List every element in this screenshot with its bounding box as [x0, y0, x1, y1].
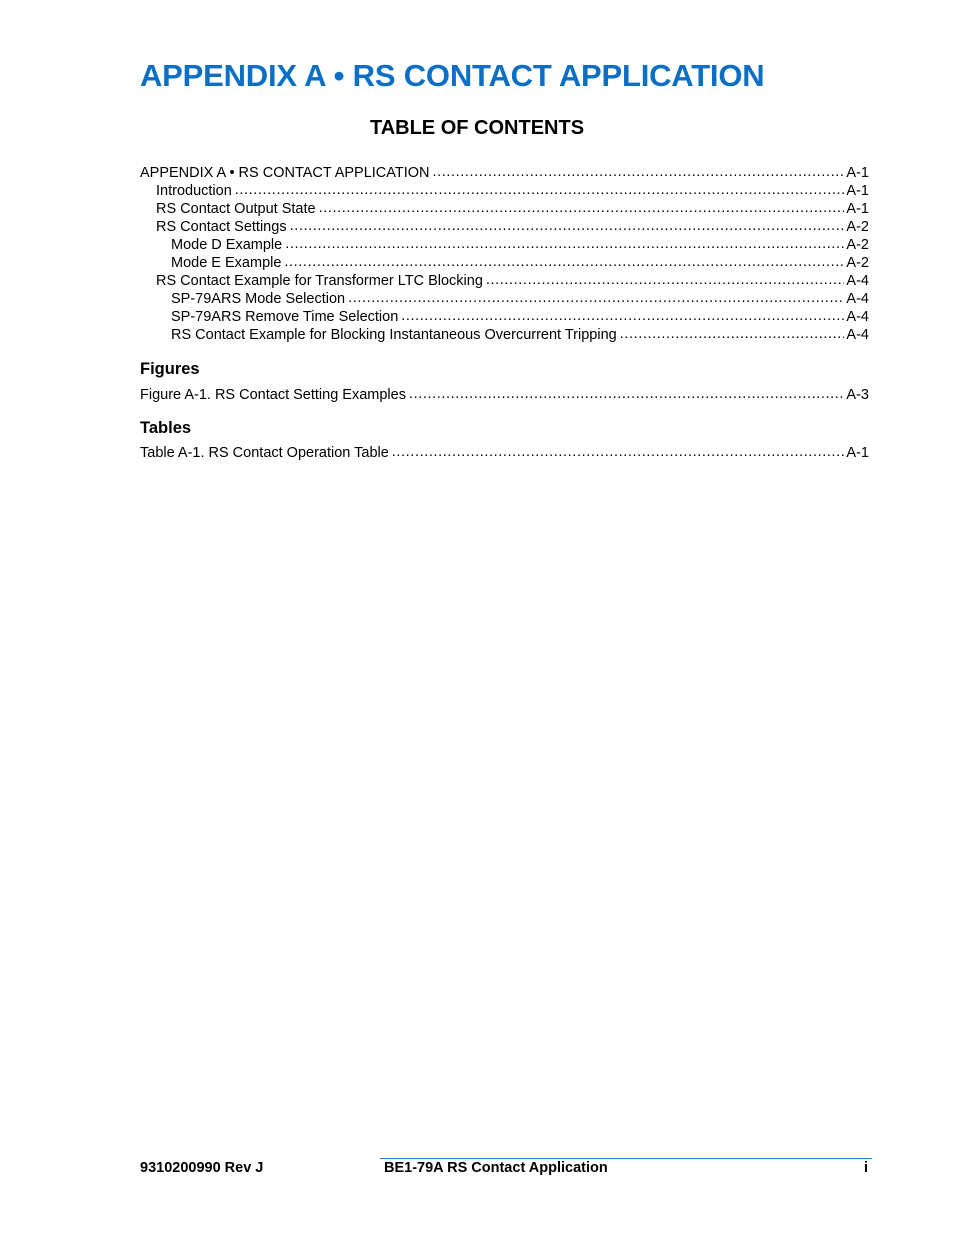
toc-entry[interactable] — [140, 218, 869, 236]
toc-entry-page: A-4 — [846, 273, 869, 289]
toc-entry-page: A-2 — [846, 237, 869, 253]
footer-doc-number: 9310200990 Rev J — [140, 1160, 264, 1176]
toc-entry-text: Mode E Example — [171, 255, 282, 271]
toc-entry-page: A-1 — [846, 183, 869, 199]
toc-entry-text: RS Contact Example for Blocking Instantaneous Overcurrent Tripping — [171, 327, 617, 343]
dot-leader — [392, 443, 845, 461]
toc-entry[interactable] — [140, 236, 869, 254]
toc-entry[interactable] — [140, 200, 869, 218]
tables-heading: Tables — [140, 419, 192, 437]
dot-leader — [486, 271, 845, 289]
toc-entry[interactable] — [140, 164, 869, 182]
figure-entry-text: Figure A-1. RS Contact Setting Examples — [140, 387, 406, 403]
toc-entry-page: A-4 — [846, 327, 869, 343]
figures-list — [140, 386, 869, 404]
figures-heading: Figures — [140, 360, 200, 378]
dot-leader — [433, 163, 845, 181]
dot-leader — [409, 385, 844, 403]
dot-leader — [290, 217, 845, 235]
toc-entry[interactable] — [140, 326, 869, 344]
toc-entry-text: SP-79ARS Mode Selection — [171, 291, 346, 307]
toc-entry-text: RS Contact Settings — [156, 219, 287, 235]
figure-entry[interactable] — [140, 386, 869, 404]
tables-list — [140, 444, 869, 462]
page-heading: APPENDIX A • RS CONTACT APPLICATION — [140, 58, 765, 93]
toc-entry[interactable] — [140, 272, 869, 290]
dot-leader — [319, 199, 845, 217]
toc-entry-page: A-2 — [846, 255, 869, 271]
toc-title: TABLE OF CONTENTS — [369, 117, 585, 139]
toc-entry-text: RS Contact Output State — [156, 201, 316, 217]
table-entry-text: Table A-1. RS Contact Operation Table — [140, 445, 389, 461]
footer-doc-title: BE1-79A RS Contact Application — [384, 1160, 608, 1176]
table-entry-page: A-1 — [846, 445, 869, 461]
toc-entry-text: Introduction — [156, 183, 232, 199]
toc-entry-page: A-1 — [846, 165, 869, 181]
dot-leader — [348, 289, 844, 307]
dot-leader — [285, 235, 844, 253]
dot-leader — [401, 307, 844, 325]
table-entry[interactable] — [140, 444, 869, 462]
toc-entry-text: APPENDIX A • RS CONTACT APPLICATION — [140, 165, 430, 181]
toc-entry-text: SP-79ARS Remove Time Selection — [171, 309, 399, 325]
toc-entry[interactable] — [140, 182, 869, 200]
toc-entry[interactable] — [140, 308, 869, 326]
toc-entry-page: A-1 — [846, 201, 869, 217]
figure-entry-page: A-3 — [846, 387, 869, 403]
dot-leader — [235, 181, 845, 199]
toc-entry-page: A-2 — [846, 219, 869, 235]
dot-leader — [284, 253, 844, 271]
footer-rule — [380, 1158, 872, 1159]
dot-leader — [620, 325, 845, 343]
toc-entry-text: Mode D Example — [171, 237, 283, 253]
toc-entry-page: A-4 — [846, 309, 869, 325]
toc-entry[interactable] — [140, 290, 869, 308]
toc-entry[interactable] — [140, 254, 869, 272]
footer-page-number: i — [864, 1160, 869, 1176]
toc-entry-text: RS Contact Example for Transformer LTC Blocking — [156, 273, 483, 289]
toc-entry-page: A-4 — [846, 291, 869, 307]
table-of-contents — [140, 164, 869, 344]
